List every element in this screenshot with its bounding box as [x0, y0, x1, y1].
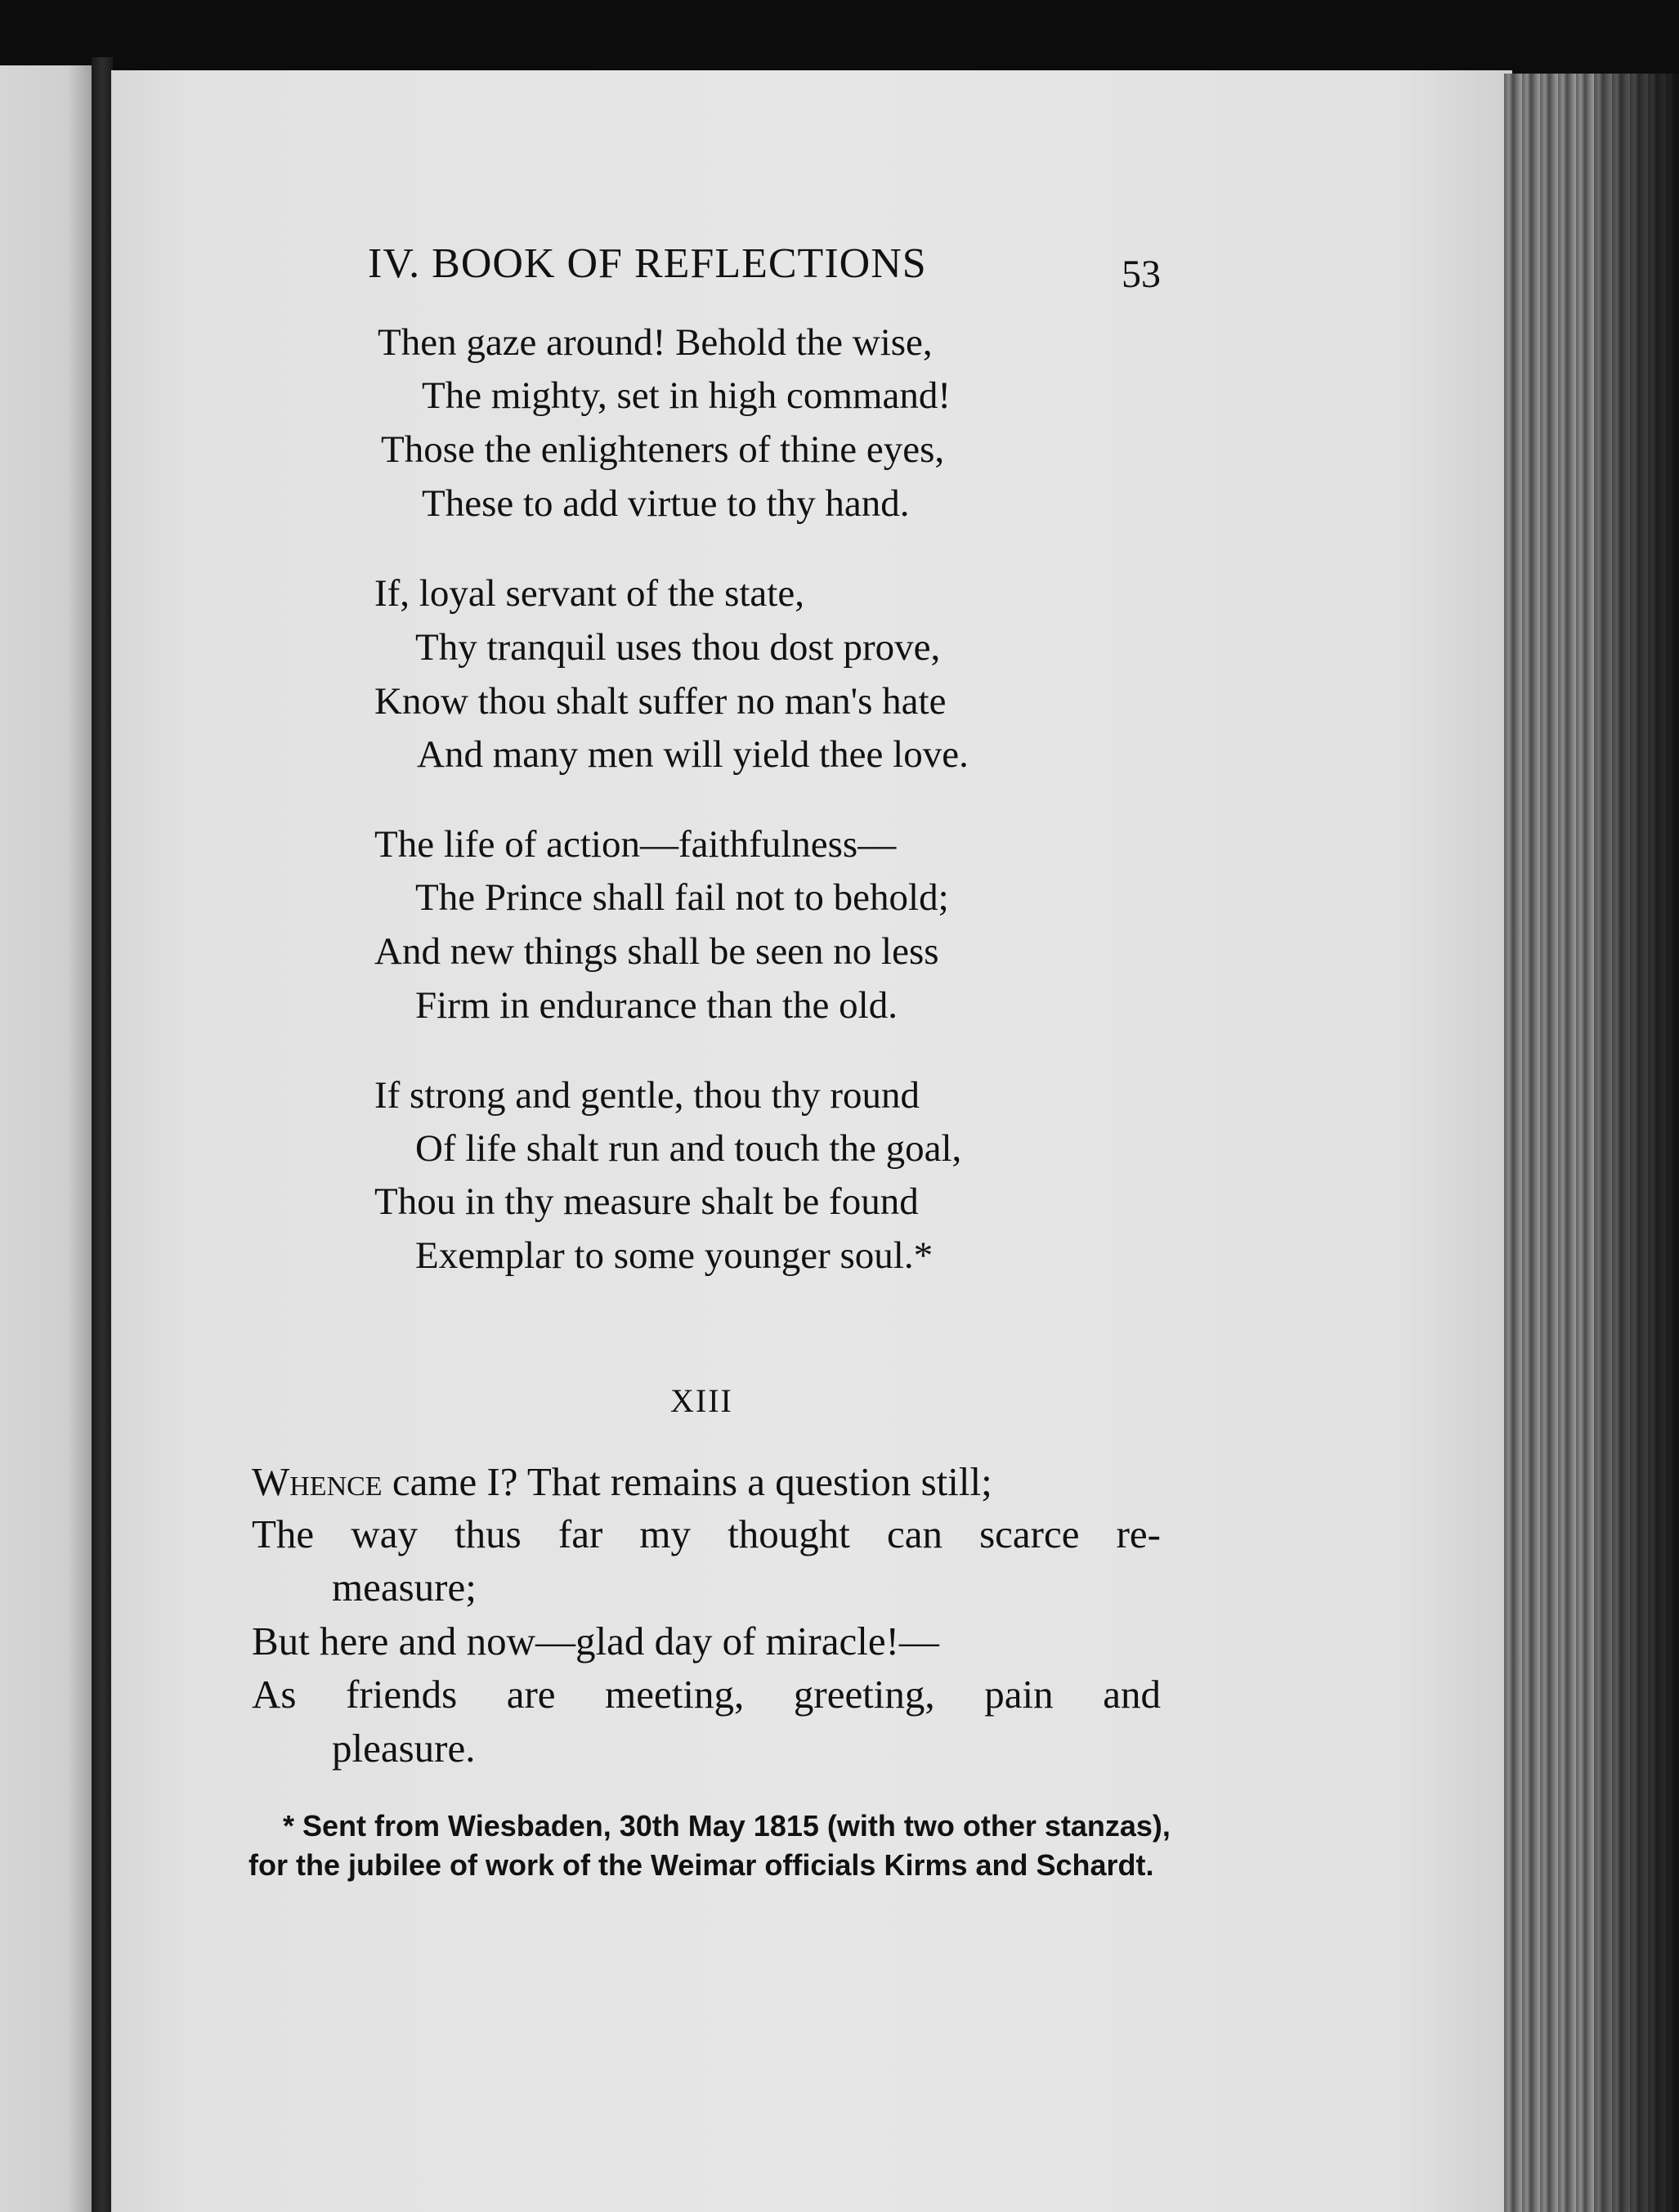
facing-page-edge [0, 65, 96, 2212]
prose-line: But here and now—glad day of miracle!— [252, 1619, 939, 1663]
verse-line: The life of action—faithfulness— [374, 823, 897, 866]
verse-line: If, loyal servant of the state, [374, 572, 804, 615]
verse-line: Of life shalt run and touch the goal, [415, 1127, 962, 1170]
verse-line: And new things shall be seen no less [374, 930, 939, 973]
running-title: IV. BOOK OF REFLECTIONS [368, 240, 927, 287]
section-number: XIII [670, 1382, 733, 1419]
verse-line: Then gaze around! Behold the wise, [378, 321, 933, 364]
verse-line: Know thou shalt suffer no man's hate [374, 680, 947, 723]
page-number: 53 [1122, 253, 1161, 296]
verse-line: And many men will yield thee love. [417, 733, 969, 776]
page-edges-shadow [1594, 74, 1679, 2212]
verse-line: Thy tranquil uses thou dost prove, [415, 626, 941, 669]
verse-line: Exemplar to some younger soul.* [415, 1234, 934, 1277]
verse-line: The Prince shall fail not to behold; [415, 876, 949, 919]
prose-line: As friends are meeting, greeting, pain and [252, 1672, 1161, 1717]
verse-line: These to add virtue to thy hand. [422, 482, 910, 525]
verse-line: If strong and gentle, thou thy round [374, 1074, 920, 1117]
prose-line: measure; [332, 1565, 477, 1610]
prose-line: The way thus far my thought can scarce re- [252, 1511, 1161, 1556]
prose-line-text: came I? That remains a question still; [382, 1459, 992, 1504]
drop-word: Whence [252, 1459, 383, 1504]
verse-line: Thou in thy measure shalt be found [374, 1180, 919, 1223]
verse-line: Those the enlighteners of thine eyes, [381, 428, 945, 471]
verse-line: The mighty, set in high command! [422, 374, 951, 417]
prose-line [252, 1459, 992, 1504]
footnote-line: for the jubilee of work of the Weimar officials Kirms and Schardt. [248, 1848, 1154, 1882]
prose-line: pleasure. [332, 1726, 476, 1771]
book-gutter [92, 57, 113, 2212]
verse-line: Firm in endurance than the old. [415, 984, 898, 1027]
footnote-line: * Sent from Wiesbaden, 30th May 1815 (with two other stanzas), [283, 1809, 1171, 1843]
